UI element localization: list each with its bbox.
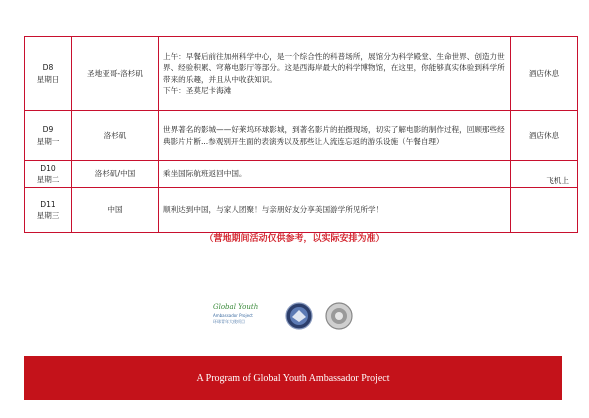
activity-line: 顺利达到中国，与家人团聚！与亲朋好友分享美国游学所见所学！ (163, 205, 384, 215)
gya-logo-subtitle: Ambassador Project (213, 313, 253, 318)
gya-logo-subtitle-cn: 环球青年大使项目 (213, 319, 245, 324)
activity-line: 下午：圣莫尼卡海滩 (163, 86, 232, 95)
table-row (25, 111, 578, 161)
lodging-cell: 飞机上 (511, 161, 578, 188)
table-row (25, 188, 578, 233)
seal-emblem-icon (285, 302, 313, 330)
day-number: D10 (40, 163, 56, 173)
table-row (25, 161, 578, 188)
weekday: 星期一 (36, 136, 60, 146)
day-cell (25, 188, 72, 233)
day-number: D8 (42, 63, 54, 72)
gya-logo (213, 300, 261, 330)
activity-cell (159, 111, 511, 161)
weekday: 星期二 (36, 175, 60, 184)
disclaimer-note: （营地期间活动仅供参考，以实际安排为准） (204, 234, 385, 244)
day-cell (25, 161, 72, 188)
place-cell: 中国 (72, 188, 159, 233)
lodging-cell: 酒店休息 (511, 37, 578, 111)
footer-banner: A Program of Global Youth Ambassador Project (24, 356, 562, 400)
lodging-cell (511, 188, 578, 233)
day-number: D9 (42, 125, 54, 134)
place-cell: 洛杉矶 (72, 111, 159, 161)
day-number: D11 (40, 199, 56, 209)
badge-emblem-icon (325, 302, 353, 330)
weekday: 星期三 (36, 211, 60, 220)
activity-line: 世界著名的影城——好莱坞环球影城，到著名影片的拍摄现场，切实了解电影的制作过程，回顾那些经典影片片断...参观别开生面的表演秀以及那些让人流连忘返的游乐设施（午餐自理） (163, 125, 505, 146)
activity-line: 乘坐国际航班返回中国。 (163, 169, 247, 179)
activity-cell (159, 161, 511, 188)
table-row (25, 37, 578, 111)
weekday: 星期日 (36, 74, 60, 84)
day-cell (25, 111, 72, 161)
activity-cell (159, 188, 511, 233)
logo-strip (205, 296, 385, 336)
day-cell (25, 37, 72, 111)
place-cell: 圣地亚哥-洛杉矶 (72, 37, 159, 111)
lodging-cell: 酒店休息 (511, 111, 578, 161)
activity-cell (159, 37, 511, 111)
gya-logo-text: Global Youth (213, 303, 259, 311)
itinerary-table (24, 36, 578, 233)
place-cell: 洛杉矶/中国 (72, 161, 159, 188)
activity-line: 上午：早餐后前往加州科学中心，是一个综合性的科普场所，展馆分为科学殿堂、生命世界、创造力世界、经验积累、穹幕电影厅等部分。这是西海岸最大的科学博物馆，在这里，你能够真实体验到科学所带来的乐趣，并且从中收获知识。 (163, 51, 505, 84)
